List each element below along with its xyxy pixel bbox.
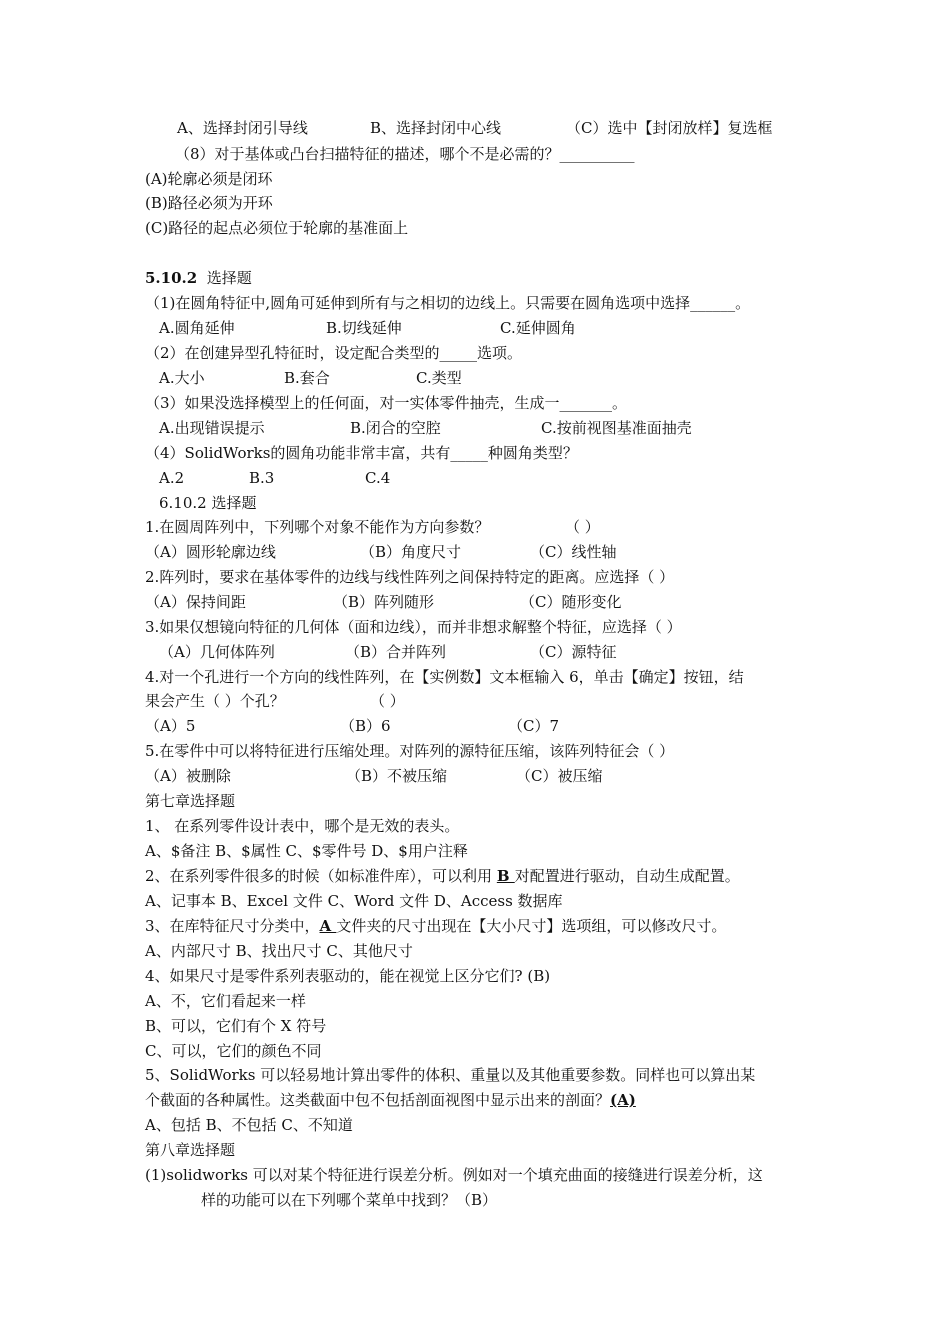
s6-q1-opt-a: （A）圆形轮廓边线 — [145, 543, 276, 561]
s6-q5: 5.在零件中可以将特征进行压缩处理。对阵列的源特征压缩，该阵列特征会（ ） — [145, 742, 675, 760]
q8-option-b: (B)路径必须为开环 — [145, 194, 273, 212]
s6-q4-opt-c: （C）7 — [508, 717, 560, 735]
c7-q3-text-end: 文件夹的尺寸出现在【大小尺寸】选项组，可以修改尺寸。 — [336, 917, 727, 935]
s5-q2: （2）在创建异型孔特征时，设定配合类型的_____选项。 — [145, 344, 523, 362]
c8-q1-line2: 样的功能可以在下列哪个菜单中找到？（B） — [201, 1191, 498, 1209]
c7-q2-options: A、记事本 B、Excel 文件 C、Word 文件 D、Access 数据库 — [145, 892, 563, 910]
s6-q1-opt-c: （C）线性轴 — [530, 543, 617, 561]
c7-q1: 1、 在系列零件设计表中，哪个是无效的表头。 — [145, 817, 460, 835]
s6-q5-opt-b: （B）不被压缩 — [346, 767, 448, 785]
q8-option-c: (C)路径的起点必须位于轮廓的基准面上 — [145, 219, 409, 237]
s5-q1-opt-c: C.延伸圆角 — [500, 319, 576, 337]
s6-q2-opt-b: （B）阵列随形 — [333, 593, 435, 611]
c7-q3-options: A、内部尺寸 B、找出尺寸 C、其他尺寸 — [145, 942, 413, 960]
c7-q5-options: A、包括 B、不包括 C、不知道 — [145, 1116, 353, 1134]
s5-q1-opt-b: B.切线延伸 — [326, 319, 402, 337]
s5-q2-opt-b: B.套合 — [284, 369, 330, 387]
s6-q2-opt-c: （C）随形变化 — [520, 593, 622, 611]
c7-q2 — [145, 866, 740, 886]
s5-q4-opt-c: C.4 — [365, 469, 391, 487]
s5-q2-opt-c: C.类型 — [416, 369, 462, 387]
s6-q1-opt-b: （B）角度尺寸 — [360, 543, 462, 561]
s5-q3-opt-c: C.按前视图基准面抽壳 — [541, 419, 692, 437]
s6-q4-opt-a: （A）5 — [145, 717, 196, 735]
s6-q2: 2.阵列时，要求在基体零件的边线与线性阵列之间保持特定的距离。应选择（ ） — [145, 568, 675, 586]
c7-q2-text-end: 对配置进行驱动，自动生成配置。 — [514, 867, 740, 885]
c7-q4: 4、如果尺寸是零件系列表驱动的，能在视觉上区分它们? (B) — [145, 967, 551, 985]
s6-q5-opt-a: （A）被删除 — [145, 767, 231, 785]
s6-q2-opt-a: （A）保持间距 — [145, 593, 246, 611]
s5-q4: （4）SolidWorks的圆角功能非常丰富，共有_____种圆角类型？ — [145, 444, 578, 462]
q7-option-a: A、选择封闭引导线 — [177, 119, 308, 137]
c7-q3-text: 3、在库特征尺寸分类中， — [145, 917, 320, 935]
c8-q1-line1: (1)solidworks 可以对某个特征进行误差分析。例如对一个填充曲面的接缝进行误差分析，这 — [145, 1166, 763, 1184]
s6-q3-opt-b: （B）合并阵列 — [345, 643, 447, 661]
section-5102-heading — [145, 268, 252, 288]
q7-option-b: B、选择封闭中心线 — [370, 119, 502, 137]
s5-q3: （3）如果没选择模型上的任何面，对一实体零件抽壳，生成一_______。 — [145, 394, 628, 412]
s6-q5-opt-c: （C）被压缩 — [516, 767, 603, 785]
s5-q3-opt-a: A.出现错误提示 — [159, 419, 265, 437]
c7-q2-answer: B — [496, 867, 515, 885]
c7-q3 — [145, 916, 726, 936]
c7-q4-opt-b: B、可以，它们有个 X 符号 — [145, 1017, 327, 1035]
c7-q5-text: 个截面的各种属性。这类截面中包不包括剖面视图中显示出来的剖面？ — [145, 1091, 611, 1109]
q7-option-c: （C）选中【封闭放样】复选框 — [566, 119, 773, 137]
s6-q4-opt-b: （B）6 — [340, 717, 391, 735]
c7-q4-opt-a: A、不，它们看起来一样 — [145, 992, 306, 1010]
s6-q3-opt-a: （A）几何体阵列 — [159, 643, 275, 661]
chapter7-title: 第七章选择题 — [145, 792, 236, 810]
section-title: 选择题 — [206, 269, 252, 287]
section-number: 5.10.2 — [145, 269, 198, 287]
c7-q5-answer: (A) — [610, 1091, 636, 1109]
c7-q3-answer: A — [319, 917, 337, 935]
s6-q3: 3.如果仅想镜向特征的几何体（面和边线），而并非想求解整个特征，应选择（ ） — [145, 618, 682, 636]
s5-q4-opt-b: B.3 — [249, 469, 275, 487]
s6-q4-line1: 4.对一个孔进行一个方向的线性阵列，在【实例数】文本框输入 6，单击【确定】按钮，结 — [145, 668, 744, 686]
s6-q4-paren: （ ） — [370, 692, 405, 710]
s6-q4-line2: 果会产生（ ）个孔？ — [145, 692, 285, 710]
c7-q5-line2 — [145, 1090, 636, 1110]
c7-q4-opt-c: C、可以，它们的颜色不同 — [145, 1042, 322, 1060]
s5-q1-opt-a: A.圆角延伸 — [159, 319, 235, 337]
c7-q2-text: 2、在系列零件很多的时候（如标准件库），可以利用 — [145, 867, 497, 885]
s6-q1-paren: （ ） — [565, 518, 600, 536]
chapter8-title: 第八章选择题 — [145, 1141, 236, 1159]
s5-q1: （1)在圆角特征中,圆角可延伸到所有与之相切的边线上。只需要在圆角选项中选择______。 — [145, 294, 751, 312]
c7-q1-options: A、$备注 B、$属性 C、$零件号 D、$用户注释 — [145, 842, 468, 860]
section-6102-heading: 6.10.2 选择题 — [159, 494, 257, 512]
q8-question: （8）对于基体或凸台扫描特征的描述，哪个不是必需的？__________ — [175, 145, 635, 163]
c7-q5-line1: 5、SolidWorks 可以轻易地计算出零件的体积、重量以及其他重要参数。同样也可以算出某 — [145, 1066, 756, 1084]
s5-q2-opt-a: A.大小 — [159, 369, 205, 387]
s5-q3-opt-b: B.闭合的空腔 — [350, 419, 441, 437]
q8-option-a: (A)轮廓必须是闭环 — [145, 170, 273, 188]
s5-q4-opt-a: A.2 — [159, 469, 185, 487]
s6-q3-opt-c: （C）源特征 — [530, 643, 617, 661]
s6-q1: 1.在圆周阵列中，下列哪个对象不能作为方向参数？ — [145, 518, 490, 536]
